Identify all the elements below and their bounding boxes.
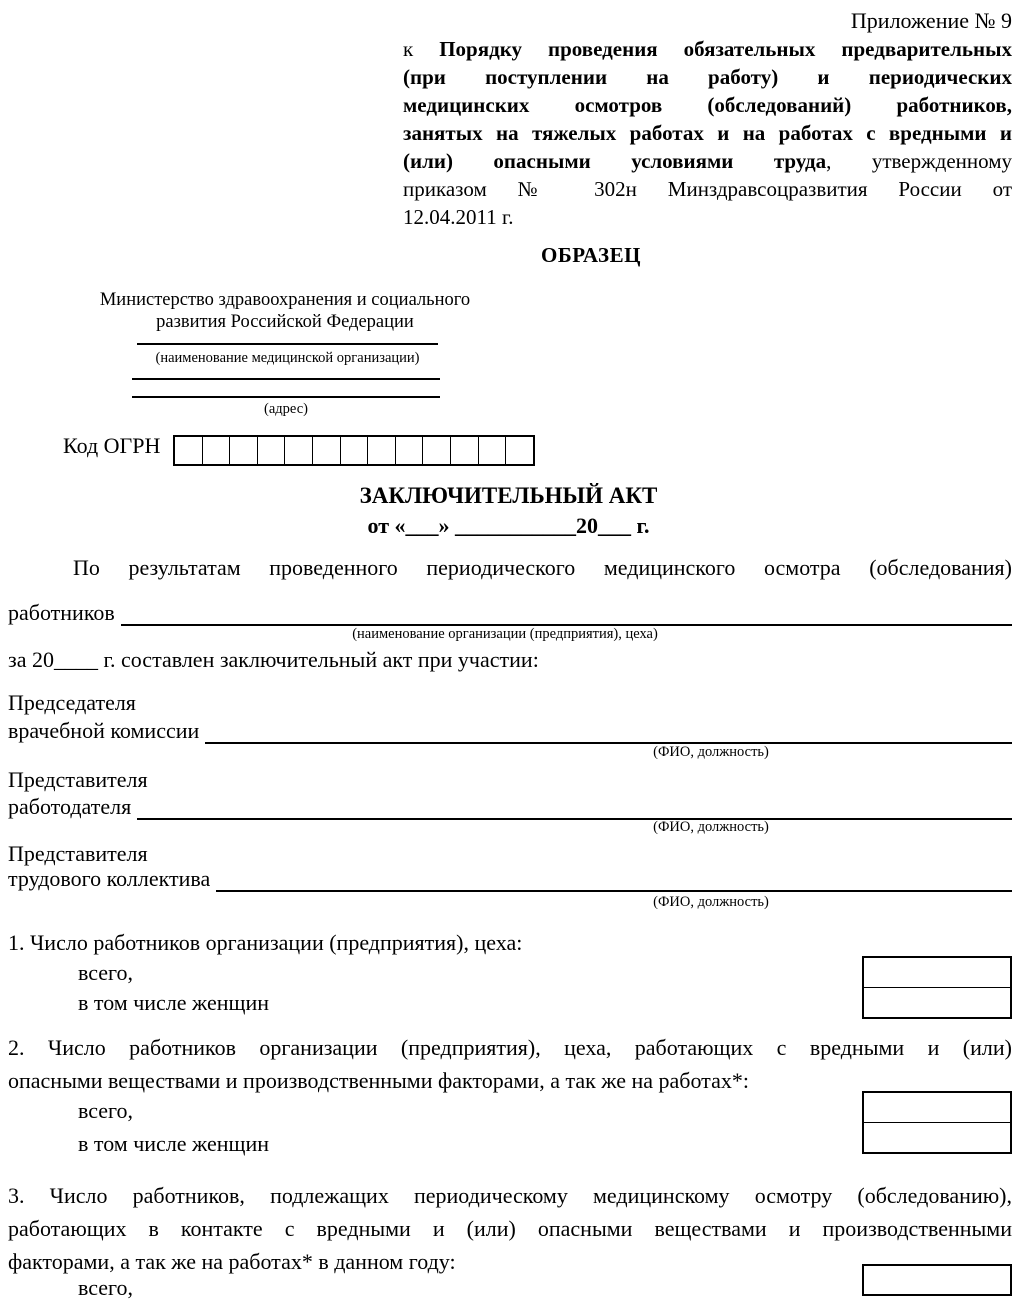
section-1-title: 1. Число работников организации (предприятия), цеха: bbox=[8, 930, 523, 955]
section-3-count-box bbox=[862, 1264, 1012, 1296]
section-row-label: в том числе женщин bbox=[78, 990, 269, 1015]
official-role: Представителя bbox=[8, 841, 148, 866]
count-box-total[interactable] bbox=[864, 958, 1010, 987]
section-3-line: работающих в контакте с вредными и (или) опасными веществами и производственными bbox=[8, 1216, 1012, 1241]
ogrn-cell[interactable] bbox=[367, 437, 395, 464]
ogrn-cell[interactable] bbox=[202, 437, 230, 464]
appendix-label: Приложение № 9 bbox=[850, 8, 1012, 33]
address-blank-line-1[interactable] bbox=[132, 378, 440, 380]
section-row-label: в том числе женщин bbox=[78, 1131, 269, 1156]
official-blank-row bbox=[8, 866, 1012, 892]
section-1-count-boxes bbox=[862, 956, 1012, 1019]
section-row-label: всего, bbox=[78, 960, 134, 985]
ogrn-cell[interactable] bbox=[450, 437, 478, 464]
count-box-women[interactable] bbox=[864, 1122, 1010, 1152]
ogrn-cell[interactable] bbox=[175, 437, 202, 464]
act-title: ЗАКЛЮЧИТЕЛЬНЫЙ АКТ bbox=[359, 483, 658, 508]
intro-line: По результатам проведенного периодического медицинского осмотра (обследования) bbox=[73, 555, 1012, 580]
org-name-fill-blank[interactable] bbox=[121, 600, 1012, 626]
order-reference-line: (при поступлении на работу) и периодических bbox=[403, 65, 1012, 89]
section-2-count-boxes bbox=[862, 1091, 1012, 1154]
ministry-name-line2: развития Российской Федерации bbox=[156, 312, 414, 332]
order-reference-line: (или) опасными условиями труда, утвержденному bbox=[403, 149, 1012, 173]
fio-caption: (ФИО, должность) bbox=[653, 744, 769, 760]
section-2-line: опасными веществами и производственными факторами, а так же на работах*: bbox=[8, 1068, 749, 1093]
official-role-line2: врачебной комиссии bbox=[8, 718, 200, 743]
address-blank-line-2[interactable] bbox=[132, 396, 440, 398]
org-caption: (наименование организации (предприятия), цеха) bbox=[352, 626, 658, 642]
ogrn-cell[interactable] bbox=[229, 437, 257, 464]
sample-label: ОБРАЗЕЦ bbox=[541, 243, 641, 267]
section-2-line: 2. Число работников организации (предприятия), цеха, работающих с вредными и (или) bbox=[8, 1035, 1012, 1060]
count-box-women[interactable] bbox=[864, 987, 1010, 1017]
official-fill-blank[interactable] bbox=[137, 794, 1012, 820]
section-row-label: всего, bbox=[78, 1275, 134, 1300]
workers-label: работников bbox=[8, 600, 115, 625]
count-box-total[interactable] bbox=[864, 1266, 1010, 1295]
ogrn-cell[interactable] bbox=[505, 437, 533, 464]
order-reference-paragraph bbox=[403, 35, 1012, 231]
order-reference-line: медицинских осмотров (обследований) работников, bbox=[403, 93, 1012, 117]
ogrn-cell[interactable] bbox=[422, 437, 450, 464]
ogrn-label: Код ОГРН bbox=[63, 433, 161, 458]
official-fill-blank[interactable] bbox=[205, 718, 1012, 744]
official-role-line2: работодателя bbox=[8, 794, 132, 819]
section-3-line: факторами, а так же на работах* в данном году: bbox=[8, 1249, 456, 1274]
year-line: за 20____ г. составлен заключительный акт при участии: bbox=[8, 647, 539, 672]
ogrn-cell[interactable] bbox=[312, 437, 340, 464]
official-fill-blank[interactable] bbox=[216, 866, 1012, 892]
ogrn-cell[interactable] bbox=[395, 437, 423, 464]
order-reference-line: приказом № 302н Минздравсоцразвития России от bbox=[403, 177, 1012, 201]
official-role: Представителя bbox=[8, 767, 148, 792]
official-role: Председателя bbox=[8, 690, 136, 715]
ministry-name-line1: Министерство здравоохранения и социального bbox=[99, 290, 471, 310]
order-reference-line: занятых на тяжелых работах и на работах с вредными и bbox=[403, 121, 1012, 145]
ministry-name bbox=[85, 289, 485, 333]
fio-caption: (ФИО, должность) bbox=[653, 819, 769, 835]
org-name-blank-line[interactable] bbox=[137, 343, 438, 345]
official-role-line2: трудового коллектива bbox=[8, 866, 211, 891]
section-2-title bbox=[8, 1031, 1012, 1097]
org-name-caption: (наименование медицинской организации) bbox=[155, 350, 420, 366]
order-reference-line: 12.04.2011 г. bbox=[403, 205, 514, 229]
ogrn-cell[interactable] bbox=[257, 437, 285, 464]
official-blank-row bbox=[8, 794, 1012, 820]
ogrn-cell[interactable] bbox=[340, 437, 368, 464]
section-3-line: 3. Число работников, подлежащих периодическому медицинскому осмотру (обследованию), bbox=[8, 1183, 1012, 1208]
ogrn-cell[interactable] bbox=[478, 437, 506, 464]
address-caption: (адрес) bbox=[264, 401, 308, 417]
workers-line bbox=[8, 600, 1012, 626]
official-blank-row bbox=[8, 718, 1012, 744]
fio-caption: (ФИО, должность) bbox=[653, 894, 769, 910]
count-box-total[interactable] bbox=[864, 1093, 1010, 1122]
ogrn-code-boxes[interactable] bbox=[173, 435, 535, 466]
section-row-label: всего, bbox=[78, 1098, 134, 1123]
ogrn-cell[interactable] bbox=[284, 437, 312, 464]
act-date-line: от «___» ___________20___ г. bbox=[367, 513, 650, 538]
order-reference-line: к Порядку проведения обязательных предварительных bbox=[403, 37, 1012, 61]
